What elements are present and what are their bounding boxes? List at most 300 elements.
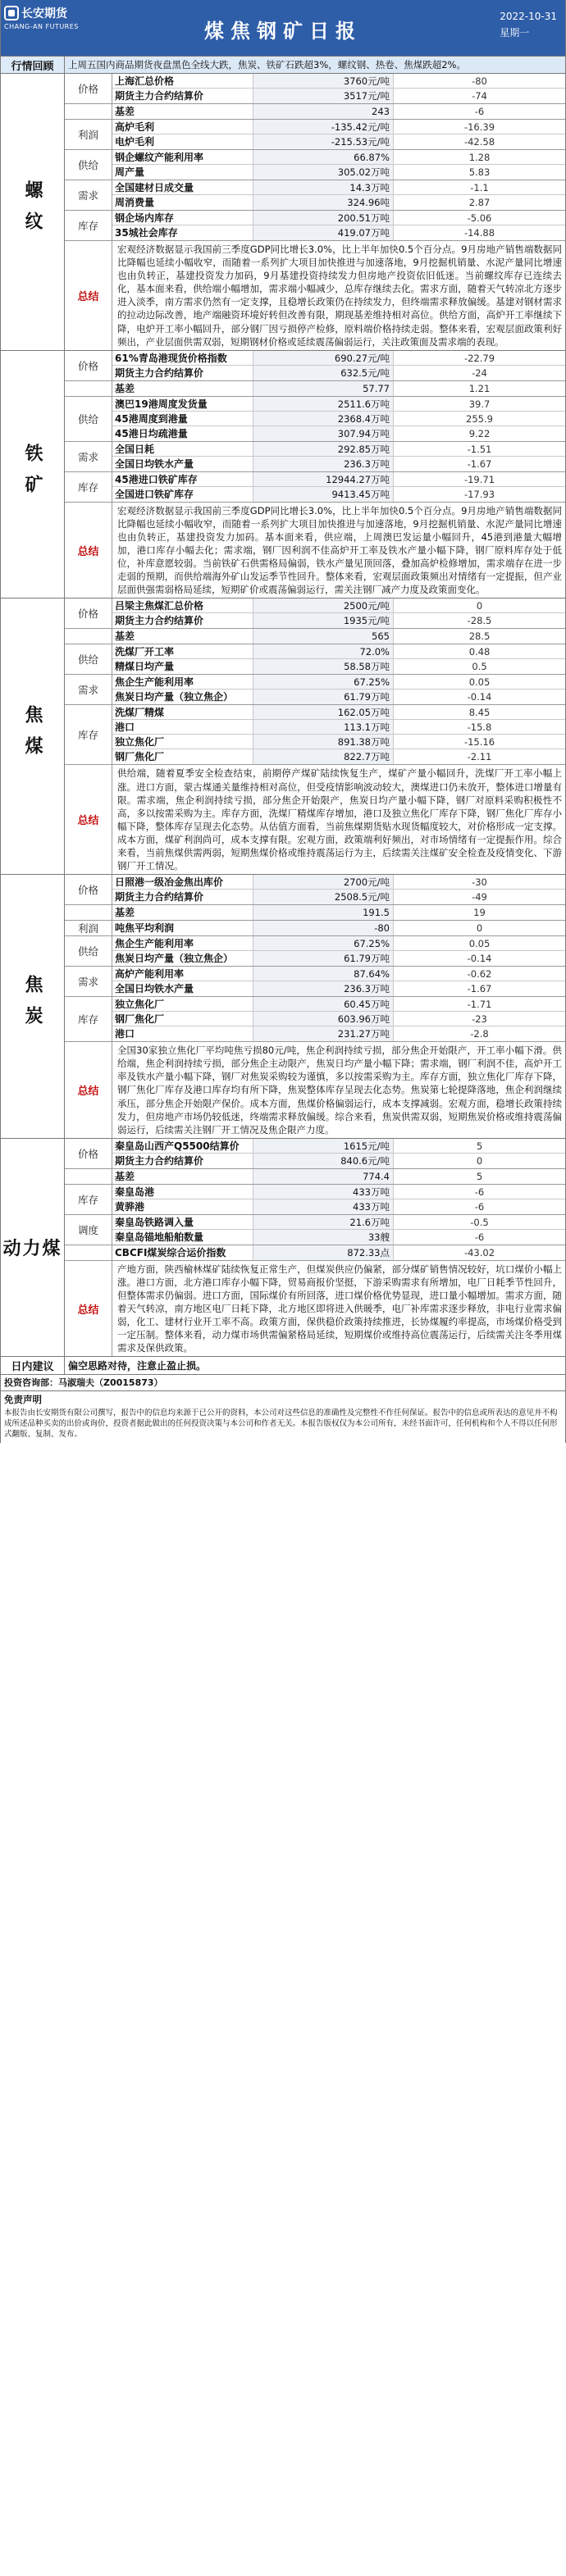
indicator-group bbox=[65, 936, 565, 967]
indicator-row bbox=[112, 457, 565, 471]
indicator-name: 全国日均铁水产量 bbox=[112, 981, 253, 996]
indicator-row bbox=[112, 1026, 565, 1041]
indicator-name: 45港周度到港量 bbox=[112, 412, 253, 426]
summary-text: 供给端，随着夏季安全检查结束，前期停产煤矿陆续恢复生产，煤矿产量小幅回升，洗煤厂开工率小幅上涨。进口方面，蒙古煤通关量维持相对高位，但受疫情影响波动较大，澳煤进口仍未放开，整体进口增量有限。需求端，焦企利润持续亏损，部分焦企开始限产，焦炭日均产量小幅下降，钢厂对原料采购积极性不高，多以按需采购为主。库存方面，洗煤厂精煤库存增加，港口及独立焦化厂库存下降，钢厂焦化厂库存小幅下降，整体库存呈现去化态势。从估值方面看，当前焦煤期货贴水现货幅度较大，对价格形成一定支撑。成本方面，煤矿利润尚可，成本支撑有限。宏观方面，政策端利好频出，对市场情绪有一定提振作用。综合来看，当前焦煤供需两弱，短期焦煤价格或维持震荡运行为主，后续需关注煤矿安全检查及疫情变化、下游钢厂开工情况。 bbox=[117, 767, 562, 872]
indicator-value: 113.1万吨 bbox=[253, 720, 394, 734]
indicator-name: 洗煤厂精煤 bbox=[112, 705, 253, 719]
indicator-change: -2.8 bbox=[470, 1028, 489, 1040]
indicator-row bbox=[112, 351, 565, 366]
indicator-name: 钢企螺纹产能利用率 bbox=[112, 150, 253, 164]
indicator-value: 822.7万吨 bbox=[253, 749, 394, 764]
indicator-name: 黄骅港 bbox=[112, 1199, 253, 1214]
indicator-name: 基差 bbox=[112, 104, 253, 119]
indicator-change: 0.05 bbox=[468, 938, 491, 950]
indicator-group bbox=[65, 472, 565, 503]
indicator-value: 200.51万吨 bbox=[253, 211, 394, 225]
indicator-value: 419.07万吨 bbox=[253, 225, 394, 240]
indicator-change: 5 bbox=[476, 1140, 483, 1152]
indicator-value: 61.79万吨 bbox=[253, 951, 394, 966]
indicator-change: 8.45 bbox=[468, 707, 491, 719]
indicator-row bbox=[112, 598, 565, 613]
indicator-change: 5 bbox=[476, 1170, 483, 1182]
indicator-row bbox=[112, 120, 565, 134]
section-body bbox=[65, 598, 565, 874]
indicator-value: -135.42元/吨 bbox=[253, 120, 394, 134]
indicator-group bbox=[65, 875, 565, 905]
indicator-row bbox=[112, 1154, 565, 1168]
indicator-change: -15.16 bbox=[463, 736, 495, 749]
summary-label: 总结 bbox=[65, 1261, 112, 1357]
indicator-name: 独立焦化厂 bbox=[112, 735, 253, 749]
indicator-row bbox=[112, 981, 565, 996]
indicator-change: -5.06 bbox=[467, 212, 492, 224]
indicator-value: 231.27万吨 bbox=[253, 1026, 394, 1041]
advice-text: 偏空思路对待，注意止盈止损。 bbox=[68, 1360, 207, 1372]
indicator-change: -23 bbox=[472, 1013, 487, 1026]
indicator-value: 236.3万吨 bbox=[253, 981, 394, 996]
report-date: 2022-10-31 bbox=[500, 11, 557, 22]
indicator-row bbox=[112, 705, 565, 720]
indicator-value: 840.6元/吨 bbox=[253, 1154, 394, 1168]
group-label: 供给 bbox=[65, 397, 112, 441]
indicator-change: -49 bbox=[472, 891, 487, 903]
summary-label: 总结 bbox=[65, 1042, 112, 1138]
indicator-value: 67.25% bbox=[253, 675, 394, 689]
indicator-change: 0.5 bbox=[472, 661, 487, 673]
indicator-row bbox=[112, 442, 565, 457]
indicator-value: 3517元/吨 bbox=[253, 89, 394, 103]
group-label: 库存 bbox=[65, 1185, 112, 1214]
indicator-change: -14.88 bbox=[463, 227, 495, 239]
section-title: 焦炭 bbox=[1, 875, 65, 1138]
indicator-name: 期货主力合约结算价 bbox=[112, 89, 253, 103]
indicator-name: 钢企场内库存 bbox=[112, 211, 253, 225]
section-title: 焦煤 bbox=[1, 598, 65, 874]
summary-group bbox=[65, 765, 565, 874]
report-title: 煤焦钢矿日报 bbox=[204, 20, 362, 43]
section-title: 铁矿 bbox=[1, 351, 65, 598]
summary-label: 总结 bbox=[65, 765, 112, 874]
indicator-row bbox=[112, 412, 565, 426]
indicator-name: 45港进口铁矿库存 bbox=[112, 472, 253, 486]
group-label: 价格 bbox=[65, 1139, 112, 1168]
indicator-row bbox=[112, 905, 565, 920]
indicator-change: -1.51 bbox=[467, 443, 492, 455]
indicator-row bbox=[112, 936, 565, 951]
indicator-change: 5.83 bbox=[468, 166, 491, 178]
section-title: 动力煤 bbox=[1, 1139, 65, 1357]
indicator-change: 0.05 bbox=[468, 676, 491, 689]
market-review bbox=[1, 56, 565, 74]
summary-text: 宏观经济数据显示我国前三季度GDP同比增长3.0%，比上半年加快0.5个百分点。9月房地产销售端数据同比降幅也延续小幅收窄，而随着一系列扩大项目加快推进与加速落地，9月挖掘机销量、水泥产量同比增速也由负转正，基建投资发力加码。基本面来看，供应端，上周澳巴发运量小幅回升，45港到港量大幅增加，港口库存小幅去化；需求端，钢厂因利润不佳高炉开工率及铁水产量小幅下降，钢厂原料库存处于低位，补库意愿较弱。当前铁矿石供需格局偏弱，铁水产量见顶回落，叠加高炉检修增加，需求端存在进一步走弱的预期，而供给端海外矿山发运季节性回升。整体来看，宏观层面政策频出对情绪有一定提振，但产业层面供强需弱格局延续，短期矿价或震荡偏弱运行，需关注钢厂减产力度及政策面变化。 bbox=[117, 504, 562, 596]
indicator-name: 港口 bbox=[112, 720, 253, 734]
indicator-change: -2.11 bbox=[467, 751, 492, 763]
indicator-group bbox=[65, 705, 565, 765]
indicator-name: 全国进口铁矿库存 bbox=[112, 487, 253, 502]
indicator-change: 0 bbox=[476, 922, 483, 935]
indicator-value: 58.58万吨 bbox=[253, 659, 394, 674]
indicator-row bbox=[112, 967, 565, 981]
indicator-row bbox=[112, 74, 565, 89]
section-body bbox=[65, 875, 565, 1138]
indicator-row bbox=[112, 1199, 565, 1214]
group-label: 库存 bbox=[65, 211, 112, 240]
section-1 bbox=[1, 351, 565, 599]
indicator-change: -0.62 bbox=[467, 968, 492, 981]
indicator-row bbox=[112, 1139, 565, 1154]
group-label: 需求 bbox=[65, 442, 112, 471]
group-label: 利润 bbox=[65, 120, 112, 149]
indicator-value: 307.94万吨 bbox=[253, 426, 394, 441]
indicator-name: 秦皇岛锚地船舶数量 bbox=[112, 1230, 253, 1245]
indicator-name: 电炉毛利 bbox=[112, 134, 253, 149]
indicator-row bbox=[112, 1215, 565, 1230]
indicator-name: 45港日均疏港量 bbox=[112, 426, 253, 441]
group-label: 供给 bbox=[65, 150, 112, 180]
indicator-name: 61%青岛港现货价格指数 bbox=[112, 351, 253, 365]
indicator-change: 28.5 bbox=[468, 630, 491, 643]
indicator-row bbox=[112, 890, 565, 904]
indicator-change: 2.87 bbox=[468, 197, 491, 208]
indicator-value: 632.5元/吨 bbox=[253, 366, 394, 380]
group-label: 价格 bbox=[65, 74, 112, 103]
indicator-change: -0.5 bbox=[470, 1216, 489, 1228]
indicator-value: -215.53元/吨 bbox=[253, 134, 394, 149]
indicator-group bbox=[65, 180, 565, 211]
group-label: 库存 bbox=[65, 997, 112, 1041]
indicator-change: -42.58 bbox=[463, 136, 495, 148]
group-label bbox=[65, 381, 112, 396]
indicator-row bbox=[112, 104, 565, 119]
indicator-name: 周产量 bbox=[112, 165, 253, 180]
indicator-name: 秦皇岛港 bbox=[112, 1185, 253, 1199]
indicator-value: -80 bbox=[253, 921, 394, 935]
indicator-name: 澳巴19港周度发货量 bbox=[112, 397, 253, 411]
indicator-change: 19 bbox=[473, 907, 486, 919]
indicator-group bbox=[65, 211, 565, 241]
indicator-value: 12944.27万吨 bbox=[253, 472, 394, 486]
summary-group bbox=[65, 1042, 565, 1138]
indicator-group bbox=[65, 967, 565, 997]
indicator-change: 0 bbox=[476, 1154, 483, 1167]
indicator-change: -74 bbox=[472, 90, 487, 102]
indicator-group bbox=[65, 629, 565, 644]
indicator-name: 全国日耗 bbox=[112, 442, 253, 456]
indicator-name: 基差 bbox=[112, 629, 253, 644]
indicator-name: 焦企生产能利用率 bbox=[112, 936, 253, 950]
indicator-value: 67.25% bbox=[253, 936, 394, 950]
indicator-value: 87.64% bbox=[253, 967, 394, 981]
indicator-change: -6 bbox=[474, 1200, 485, 1213]
indicator-change: 39.7 bbox=[468, 398, 491, 410]
indicator-group bbox=[65, 1169, 565, 1185]
indicator-row bbox=[112, 426, 565, 441]
indicator-group bbox=[65, 1139, 565, 1169]
indicator-value: 774.4 bbox=[253, 1169, 394, 1184]
indicator-name: 期货主力合约结算价 bbox=[112, 890, 253, 904]
indicator-name: 精煤日均产量 bbox=[112, 659, 253, 674]
indicator-row bbox=[112, 211, 565, 225]
indicator-change: -30 bbox=[472, 876, 487, 889]
indicator-change: -1.67 bbox=[467, 983, 492, 995]
indicator-value: 21.6万吨 bbox=[253, 1215, 394, 1229]
indicator-row bbox=[112, 951, 565, 966]
indicator-row bbox=[112, 195, 565, 210]
indicator-name: 上海汇总价格 bbox=[112, 74, 253, 88]
indicator-value: 2511.6万吨 bbox=[253, 397, 394, 411]
indicator-group bbox=[65, 120, 565, 150]
indicator-name: 期货主力合约结算价 bbox=[112, 1154, 253, 1168]
indicator-change: 1.28 bbox=[468, 152, 491, 163]
indicator-name: 35城社会库存 bbox=[112, 225, 253, 240]
group-label: 库存 bbox=[65, 705, 112, 764]
indicator-change: -24 bbox=[472, 366, 487, 379]
indicator-change: -6 bbox=[474, 106, 485, 117]
indicator-row bbox=[112, 1230, 565, 1245]
group-label bbox=[65, 104, 112, 119]
indicator-value: 57.77 bbox=[253, 381, 394, 396]
indicator-value: 60.45万吨 bbox=[253, 997, 394, 1011]
indicator-value: 305.02万吨 bbox=[253, 165, 394, 180]
indicator-change: 9.22 bbox=[468, 427, 491, 439]
indicator-change: 0 bbox=[476, 600, 483, 612]
section-4 bbox=[1, 1139, 565, 1358]
group-label: 供给 bbox=[65, 644, 112, 674]
indicator-name: 吕梁主焦煤汇总价格 bbox=[112, 598, 253, 612]
indicator-group bbox=[65, 644, 565, 675]
indicator-value: 891.38万吨 bbox=[253, 735, 394, 749]
indicator-row bbox=[112, 690, 565, 704]
section-body bbox=[65, 74, 565, 350]
indicator-value: 2508.5元/吨 bbox=[253, 890, 394, 904]
indicator-name: 钢厂焦化厂 bbox=[112, 1012, 253, 1026]
indicator-name: 焦炭日均产量（独立焦企） bbox=[112, 951, 253, 966]
indicator-group bbox=[65, 1245, 565, 1261]
group-label: 价格 bbox=[65, 875, 112, 904]
indicator-change: -1.1 bbox=[470, 182, 489, 193]
indicator-group bbox=[65, 150, 565, 180]
indicator-group bbox=[65, 905, 565, 921]
indicator-change: 1.21 bbox=[468, 382, 491, 394]
indicator-row bbox=[112, 381, 565, 396]
indicator-row bbox=[112, 150, 565, 165]
indicator-row bbox=[112, 735, 565, 749]
advice-label: 日内建议 bbox=[1, 1357, 65, 1374]
indicator-group bbox=[65, 1215, 565, 1245]
indicator-name: 周消费量 bbox=[112, 195, 253, 210]
intraday-advice bbox=[1, 1357, 565, 1375]
author-line: 投资咨询部：马淑瑞夫（Z0015873） bbox=[1, 1375, 565, 1391]
indicator-row bbox=[112, 1245, 565, 1260]
indicator-row bbox=[112, 1169, 565, 1184]
indicator-row bbox=[112, 629, 565, 644]
section-body bbox=[65, 351, 565, 598]
indicator-name: 高炉毛利 bbox=[112, 120, 253, 134]
indicator-change: -15.8 bbox=[467, 721, 492, 734]
indicator-name: 吨焦平均利润 bbox=[112, 921, 253, 935]
indicator-name: 独立焦化厂 bbox=[112, 997, 253, 1011]
indicator-group bbox=[65, 598, 565, 629]
indicator-row bbox=[112, 875, 565, 890]
section-title: 螺纹 bbox=[1, 74, 65, 350]
section-0 bbox=[1, 74, 565, 351]
indicator-value: 2700元/吨 bbox=[253, 875, 394, 889]
indicator-change: 255.9 bbox=[466, 412, 493, 425]
indicator-group bbox=[65, 675, 565, 705]
indicator-name: 全国日均铁水产量 bbox=[112, 457, 253, 471]
indicator-name: 期货主力合约结算价 bbox=[112, 366, 253, 380]
section-2 bbox=[1, 598, 565, 875]
summary-group bbox=[65, 1261, 565, 1357]
indicator-name: 高炉产能利用率 bbox=[112, 967, 253, 981]
indicator-change: -22.79 bbox=[463, 352, 495, 364]
indicator-value: 690.27元/吨 bbox=[253, 351, 394, 365]
group-label: 需求 bbox=[65, 180, 112, 210]
indicator-row bbox=[112, 472, 565, 487]
report-header bbox=[1, 0, 565, 56]
group-label: 需求 bbox=[65, 675, 112, 704]
indicator-group bbox=[65, 397, 565, 442]
section-3 bbox=[1, 875, 565, 1139]
indicator-value: 2368.4万吨 bbox=[253, 412, 394, 426]
indicator-value: 324.96吨 bbox=[253, 195, 394, 210]
market-review-text: 上周五国内商品期货夜盘黑色全线大跌，焦炭、铁矿石跌超3%，螺纹钢、热卷、焦煤跌超2%。 bbox=[65, 57, 565, 73]
indicator-group bbox=[65, 381, 565, 397]
indicator-group bbox=[65, 442, 565, 472]
indicator-row bbox=[112, 675, 565, 690]
indicator-name: 焦炭日均产量（独立焦企） bbox=[112, 690, 253, 704]
group-label bbox=[65, 1245, 112, 1260]
group-label bbox=[65, 905, 112, 920]
section-body bbox=[65, 1139, 565, 1357]
indicator-row bbox=[112, 1012, 565, 1026]
indicator-name: 基差 bbox=[112, 381, 253, 396]
indicator-row bbox=[112, 613, 565, 628]
indicator-group bbox=[65, 104, 565, 120]
report-weekday: 星期一 bbox=[500, 27, 530, 39]
indicator-row bbox=[112, 997, 565, 1012]
indicator-change: -16.39 bbox=[463, 121, 495, 133]
indicator-change: -0.14 bbox=[467, 953, 492, 965]
indicator-value: 66.87% bbox=[253, 150, 394, 164]
summary-text: 产地方面，陕西榆林煤矿陆续恢复正常生产，但煤炭供应仍偏紧，部分煤矿销售情况较好，坑口煤价小幅上涨。港口方面，北方港口库存小幅下降，贸易商报价坚挺，下游采购需求有所增加，电厂日耗季节性回升，但整体需求仍偏弱。进口方面，国际煤价有所回落，进口煤价格优势显现，进口量小幅增加。需求方面，随着天气转凉，南方地区电厂日耗下降，北方地区即将进入供暖季，电厂补库需求逐步释放，非电行业需求偏弱，化工、建材行业开工率不高。政策方面，保供稳价政策持续推进，长协煤履约率提高，市场煤价格受到一定压制。整体来看，动力煤市场供需偏紧格局延续，短期煤价或维持高位震荡运行，后续需关注冬季用煤需求及保供政策。 bbox=[117, 1263, 562, 1354]
summary-text: 宏观经济数据显示我国前三季度GDP同比增长3.0%，比上半年加快0.5个百分点。9月房地产销售端数据同比降幅也延续小幅收窄，而随着一系列扩大项目加快推进与加速落地，9月挖掘机销量、水泥产量同比增速也由负转正，基建投资发力加码，9月基建投资持续发力但房地产投资依旧低迷。当前螺纹库存已连续去化，基本面来看，供给端小幅增加，需求端小幅减少，总库存继续去化。需求方面，随着天气转凉北方逐步进入淡季，南方需求仍然有一定支撑，且稳增长政策仍在持续发力，但终端需求释放偏缓。基建对钢材需求的拉动边际改善，地产端融资环境好转但改善有限，期现基差维持相对高位。供给方面，高炉开工率继续下降，电炉开工率小幅回升，部分钢厂因亏损停产检修，原料端价格持续走弱。整体来看，宏观层面政策利好频出，产业层面供需双弱，短期钢材价格或延续震荡偏弱运行，关注政策面及需求端的表现。 bbox=[117, 243, 562, 348]
indicator-value: 1935元/吨 bbox=[253, 613, 394, 628]
group-label bbox=[65, 629, 112, 644]
indicator-row bbox=[112, 720, 565, 735]
indicator-change: -1.71 bbox=[467, 999, 492, 1011]
indicator-value: 872.33点 bbox=[253, 1245, 394, 1260]
indicator-change: -80 bbox=[472, 75, 487, 87]
indicator-row bbox=[112, 89, 565, 103]
company-name-en: CHANG-AN FUTURES bbox=[4, 23, 79, 30]
summary-group bbox=[65, 503, 565, 598]
indicator-change: -6 bbox=[474, 1186, 485, 1198]
market-review-label: 行情回顾 bbox=[1, 57, 65, 73]
indicator-value: 3760元/吨 bbox=[253, 74, 394, 88]
disclaimer-text: 本报告由长安期货有限公司撰写，报告中的信息均来源于已公开的资料，本公司对这些信息的准确性及完整性不作任何保证。报告中的信息或所表达的意见并不构成所述品种买卖的出价或询价，投资者据此做出的任何投资决策与本公司和作者无关。本报告版权仅为本公司所有，未经书面许可，任何机构和个人不得以任何形式翻版、复制、发布。 bbox=[4, 1409, 558, 1440]
report-date-block bbox=[500, 8, 557, 41]
group-label: 价格 bbox=[65, 598, 112, 628]
indicator-value: 243 bbox=[253, 104, 394, 119]
indicator-row bbox=[112, 644, 565, 659]
indicator-name: 基差 bbox=[112, 905, 253, 920]
indicator-value: 433万吨 bbox=[253, 1185, 394, 1199]
indicator-value: 292.85万吨 bbox=[253, 442, 394, 456]
indicator-group bbox=[65, 921, 565, 936]
summary-label: 总结 bbox=[65, 503, 112, 598]
indicator-value: 565 bbox=[253, 629, 394, 644]
indicator-group bbox=[65, 74, 565, 104]
indicator-row bbox=[112, 749, 565, 764]
indicator-value: 9413.45万吨 bbox=[253, 487, 394, 502]
group-label: 调度 bbox=[65, 1215, 112, 1245]
indicator-row bbox=[112, 165, 565, 180]
indicator-value: 236.3万吨 bbox=[253, 457, 394, 471]
summary-text: 全国30家独立焦化厂平均吨焦亏损80元/吨，焦企利润持续亏损，部分焦企开始限产，开工率小幅下滑。供给端，焦企利润持续亏损，部分焦企主动限产，焦炭日均产量小幅下降；需求端，钢厂利润不佳，高炉开工率及铁水产量小幅下降，钢厂对焦炭采购较为谨慎，多以按需采购为主。库存方面，独立焦化厂库存下降，钢厂焦化厂库存及港口库存均有所下降，焦炭整体库存呈现去化态势。焦炭第七轮提降落地，焦企利润继续承压，部分焦企开始限产保价。成本方面，焦煤价格偏弱运行，成本支撑减弱。宏观方面，稳增长政策持续发力，但房地产市场仍较低迷，终端需求释放偏缓。综合来看，焦炭供需双弱，短期焦炭价格或维持震荡偏弱运行，后续需关注钢厂开工情况及焦企限产力度。 bbox=[117, 1045, 562, 1136]
indicator-value: 33艘 bbox=[253, 1230, 394, 1245]
indicator-row bbox=[112, 659, 565, 674]
indicator-name: 钢厂焦化厂 bbox=[112, 749, 253, 764]
indicator-row bbox=[112, 921, 565, 935]
indicator-name: 秦皇岛铁路调入量 bbox=[112, 1215, 253, 1229]
indicator-value: 603.96万吨 bbox=[253, 1012, 394, 1026]
indicator-name: 秦皇岛山西产Q5500结算价 bbox=[112, 1139, 253, 1153]
indicator-row bbox=[112, 1185, 565, 1199]
indicator-name: CBCFI煤炭综合运价指数 bbox=[112, 1245, 253, 1260]
indicator-change: -28.5 bbox=[467, 615, 492, 627]
indicator-value: 14.3万吨 bbox=[253, 180, 394, 194]
indicator-change: -17.93 bbox=[463, 488, 495, 500]
indicator-value: 72.0% bbox=[253, 644, 394, 658]
indicator-name: 期货主力合约结算价 bbox=[112, 613, 253, 628]
indicator-group bbox=[65, 1185, 565, 1215]
indicator-name: 基差 bbox=[112, 1169, 253, 1184]
indicator-name: 全国建材日成交量 bbox=[112, 180, 253, 194]
indicator-row bbox=[112, 134, 565, 149]
indicator-group bbox=[65, 351, 565, 381]
indicator-group bbox=[65, 997, 565, 1042]
indicator-name: 洗煤厂开工率 bbox=[112, 644, 253, 658]
indicator-change: -0.14 bbox=[467, 691, 492, 703]
summary-label: 总结 bbox=[65, 241, 112, 350]
indicator-change: -43.02 bbox=[463, 1246, 495, 1258]
group-label: 利润 bbox=[65, 921, 112, 935]
indicator-row bbox=[112, 366, 565, 380]
indicator-value: 191.5 bbox=[253, 905, 394, 920]
indicator-value: 61.79万吨 bbox=[253, 690, 394, 704]
indicator-value: 2500元/吨 bbox=[253, 598, 394, 612]
indicator-name: 日照港一级冶金焦出库价 bbox=[112, 875, 253, 889]
indicator-value: 433万吨 bbox=[253, 1199, 394, 1214]
group-label: 库存 bbox=[65, 472, 112, 502]
indicator-change: -1.67 bbox=[467, 457, 492, 470]
commodity-sections bbox=[1, 74, 565, 1357]
indicator-value: 162.05万吨 bbox=[253, 705, 394, 719]
group-label: 价格 bbox=[65, 351, 112, 380]
indicator-name: 焦企生产能利用率 bbox=[112, 675, 253, 689]
group-label: 需求 bbox=[65, 967, 112, 996]
indicator-row bbox=[112, 397, 565, 412]
summary-group bbox=[65, 241, 565, 350]
indicator-name: 港口 bbox=[112, 1026, 253, 1041]
indicator-row bbox=[112, 225, 565, 240]
indicator-change: -19.71 bbox=[463, 473, 495, 485]
indicator-value: 1615元/吨 bbox=[253, 1139, 394, 1153]
disclaimer-title: 免责声明 bbox=[4, 1394, 42, 1406]
company-name-cn: 长安期货 bbox=[21, 7, 67, 20]
indicator-change: -6 bbox=[474, 1231, 485, 1243]
